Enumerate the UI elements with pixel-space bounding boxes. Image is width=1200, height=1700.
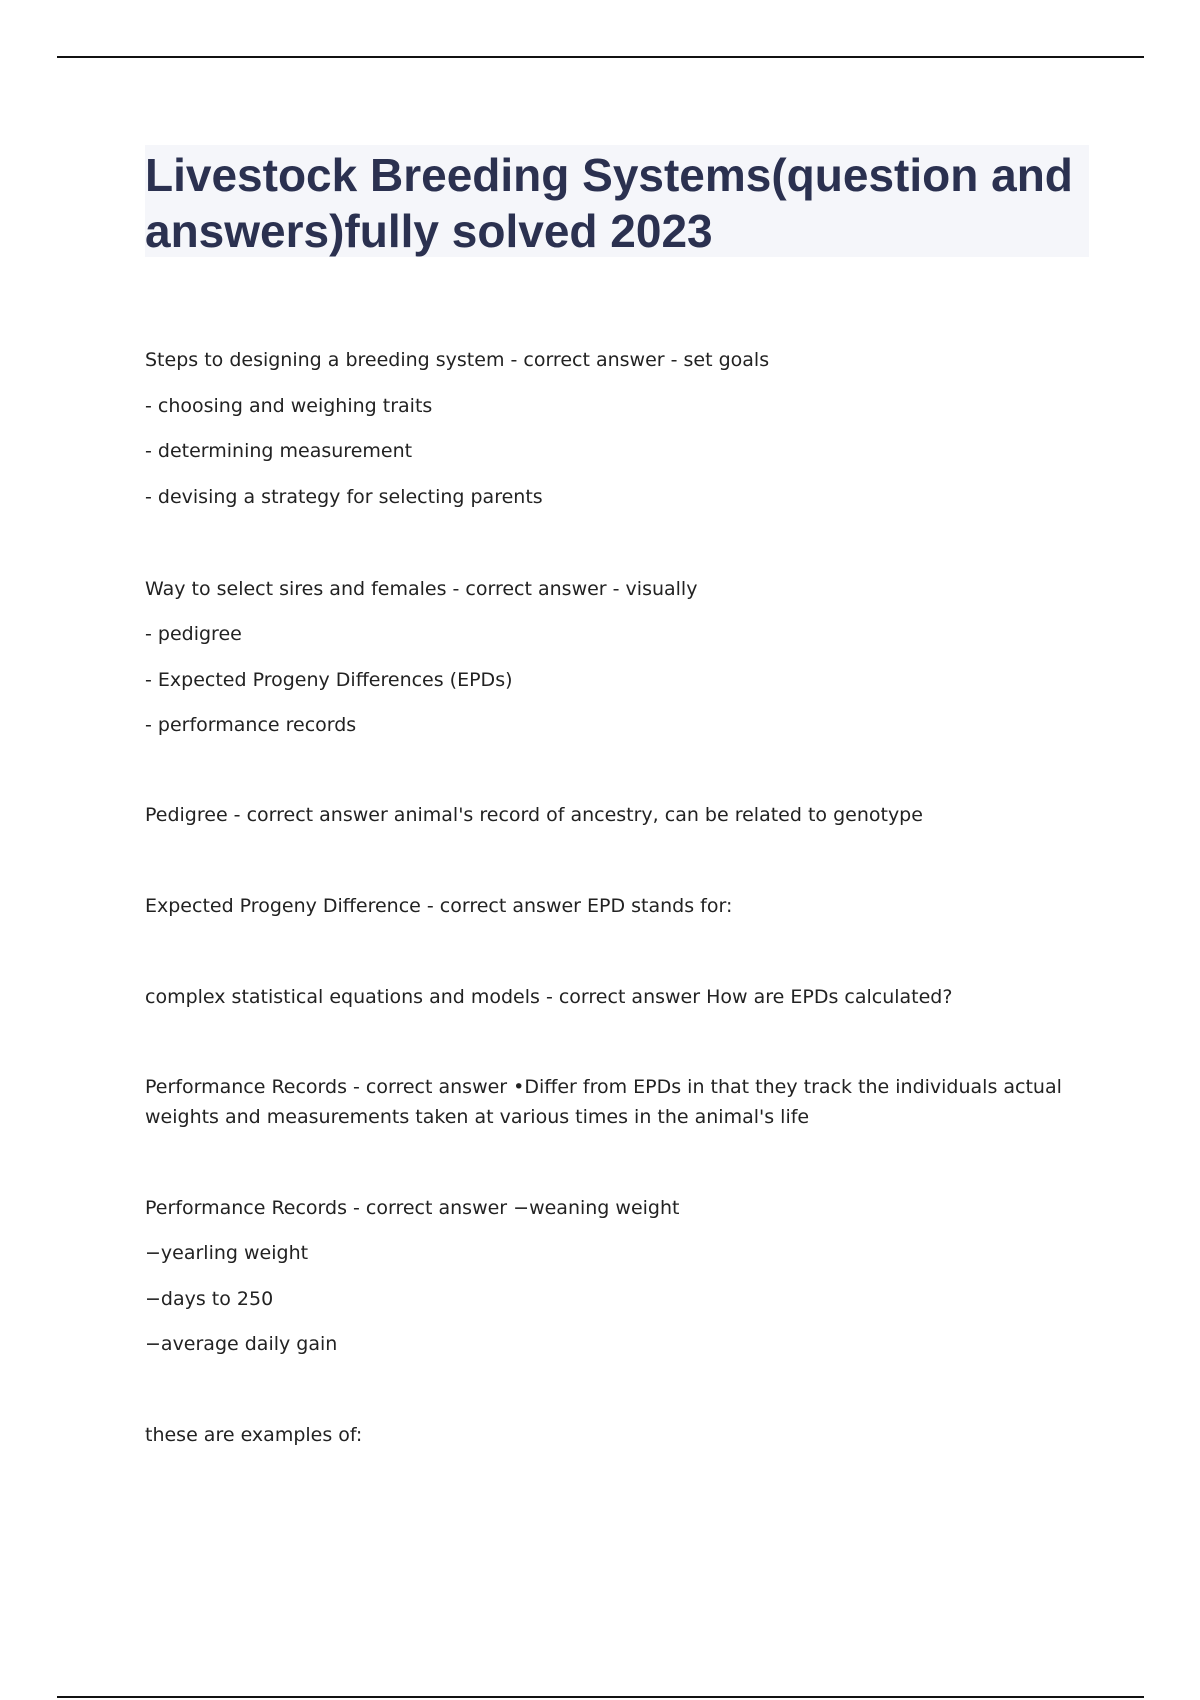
qa-line: Performance Records - correct answer •Differ from EPDs in that they track the individuals actual weights and measurements taken at various times in the animal's life <box>145 1076 1062 1128</box>
qa-line: - performance records <box>145 714 357 736</box>
qa-line: complex statistical equations and models - correct answer How are EPDs calculated? <box>145 986 953 1008</box>
qa-line: Steps to designing a breeding system - correct answer - set goals <box>145 349 770 371</box>
qa-line: −yearling weight <box>145 1242 309 1264</box>
qa-line: - pedigree <box>145 623 242 645</box>
top-rule <box>57 56 1144 58</box>
bottom-rule <box>57 1696 1144 1698</box>
qa-line: −days to 250 <box>145 1288 274 1310</box>
qa-line: −average daily gain <box>145 1333 338 1355</box>
qa-line: - choosing and weighing traits <box>145 395 433 417</box>
qa-line: Performance Records - correct answer −weaning weight <box>145 1197 680 1219</box>
qa-line: - determining measurement <box>145 440 413 462</box>
qa-line: these are examples of: <box>145 1424 363 1446</box>
qa-line: Pedigree - correct answer animal's record of ancestry, can be related to genotype <box>145 804 923 826</box>
document-title: Livestock Breeding Systems(question and answers)fully solved 2023 <box>145 149 1073 257</box>
qa-line: Way to select sires and females - correct answer - visually <box>145 578 698 600</box>
qa-line: Expected Progeny Difference - correct answer EPD stands for: <box>145 895 733 917</box>
qa-line: - Expected Progeny Differences (EPDs) <box>145 669 513 691</box>
qa-line: - devising a strategy for selecting parents <box>145 486 543 508</box>
